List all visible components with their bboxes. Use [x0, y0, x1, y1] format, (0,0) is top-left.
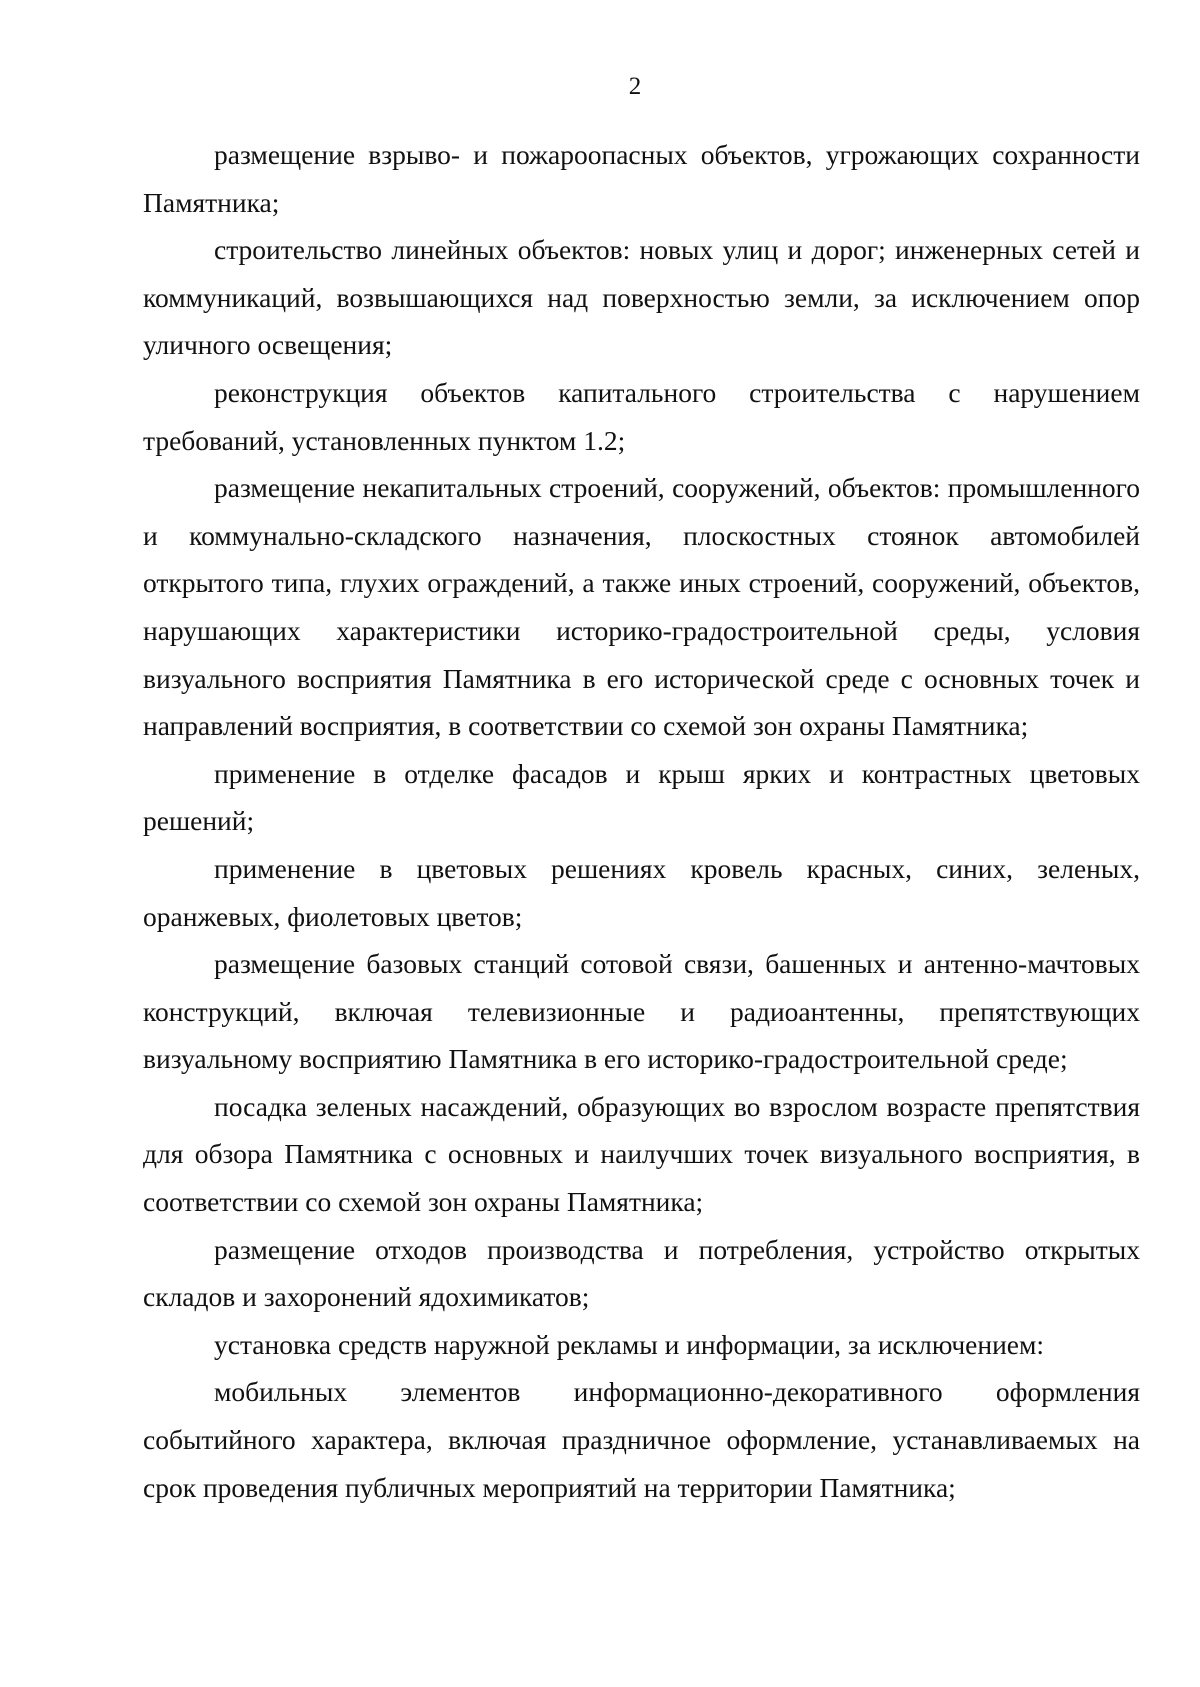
- document-body: [143, 131, 1140, 1511]
- paragraph-temporary-structures: размещение некапитальных строений, сооружений, объектов: промышленного и коммунально-складского назначения, плоскостных стоянок автомобилей открытого типа, глухих ограждений, а также иных строений, сооружений, объектов, нарушающих характеристики историко-градостроительной среды, условия визуального восприятия Памятника в его исторической среде с основных точек и направлений восприятия, в соответствии со схемой зон охраны Памятника;: [143, 472, 1140, 742]
- paragraph-facade-colors: применение в отделке фасадов и крыш ярких и контрастных цветовых решений;: [143, 757, 1140, 837]
- paragraph-reconstruction: реконструкция объектов капитального строительства с нарушением требований, установленных пунктом 1.2;: [143, 376, 1140, 456]
- paragraph-mobile-elements: мобильных элементов информационно-декоративного оформления событийного характера, включая праздничное оформление, устанавливаемых на срок проведения публичных мероприятий на территории Памятника;: [143, 1376, 1140, 1503]
- paragraph-cell-stations: размещение базовых станций сотовой связи, башенных и антенно-мачтовых конструкций, включая телевизионные и радиоантенны, препятствующих визуальному восприятию Памятника в его историко-градостроительной среде;: [143, 948, 1140, 1075]
- paragraph-green-plantings: посадка зеленых насаждений, образующих во взрослом возрасте препятствия для обзора Памятника с основных и наилучших точек визуального восприятия, в соответствии со схемой зон охраны Памятника;: [143, 1090, 1140, 1218]
- paragraph-linear-objects: строительство линейных объектов: новых улиц и дорог; инженерных сетей и коммуникаций, возвышающихся над поверхностью земли, за исключением опор уличного освещения;: [143, 234, 1140, 361]
- paragraph-explosive-objects: размещение взрыво- и пожароопасных объектов, угрожающих сохранности Памятника;: [143, 139, 1140, 218]
- page-number: 2: [628, 73, 642, 100]
- paragraph-outdoor-advertising: установка средств наружной рекламы и информации, за исключением:: [214, 1328, 1045, 1360]
- paragraph-roof-colors: применение в цветовых решениях кровель красных, синих, зеленых, оранжевых, фиолетовых цветов;: [143, 852, 1140, 932]
- paragraph-waste-placement: размещение отходов производства и потребления, устройство открытых складов и захоронений ядохимикатов;: [143, 1233, 1140, 1313]
